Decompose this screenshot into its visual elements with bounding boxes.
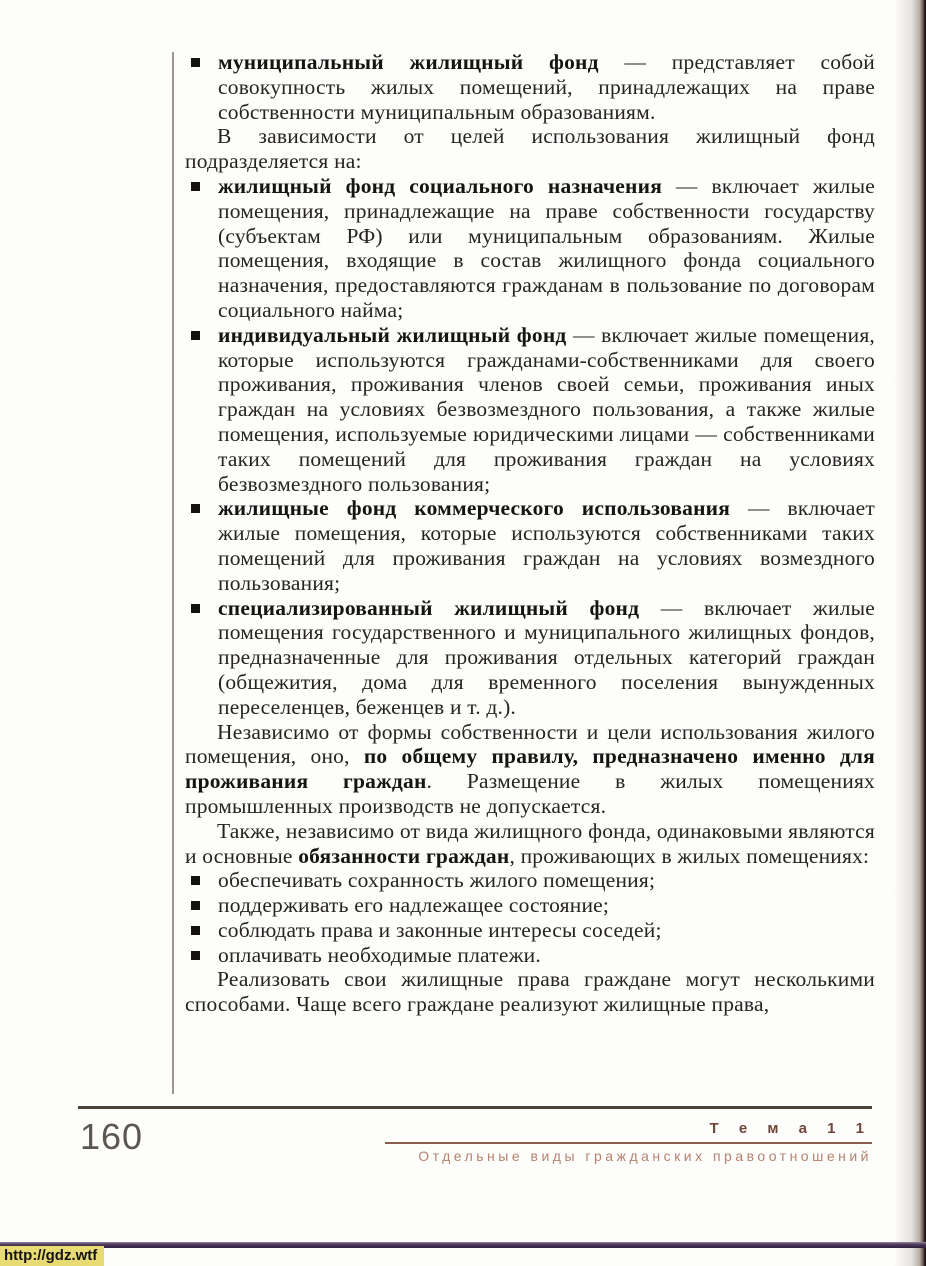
bullet-square-icon: [191, 182, 200, 191]
paragraph-text: . Размещение в жилых помещениях промышленных производств не допускается.: [185, 769, 876, 818]
list-item-specialized-fund: [185, 596, 875, 720]
paragraph-duties-intro: [185, 819, 875, 869]
bullet-square-icon: [191, 951, 200, 960]
term-definition: — включает жилые помещения, принадлежащие на праве собственности государству (субъектам РФ) или муниципальным образованиям. Жилые помещения, входящие в состав жилищного фонда социального назначения, предоставляются гражданам в пользование по договорам социального найма;: [218, 173, 875, 322]
footer-theme-block: [385, 1120, 872, 1164]
page-number: 160: [80, 1116, 144, 1157]
bullet-square-icon: [191, 876, 200, 885]
bullet-square-icon: [191, 504, 200, 513]
list-item-municipal-fund: [185, 50, 875, 124]
paragraph-text: Также, независимо от вида жилищного фонда, одинаковыми являются и основные: [185, 818, 875, 868]
bottom-bar: [0, 1242, 926, 1248]
duty-text: соблюдать права и законные интересы соседей;: [218, 917, 662, 942]
duty-text: оплачивать необходимые платежи.: [218, 942, 541, 967]
theme-divider: [385, 1142, 872, 1144]
list-item-individual-fund: [185, 323, 875, 497]
page-edge-shadow: [894, 0, 926, 1266]
bullet-square-icon: [191, 901, 200, 910]
term-definition: — представляет собой совокупность жилых помещений, принадлежащих на праве собственности муниципальным образованиям.: [218, 50, 876, 124]
term-definition: — включает жилые помещения государственного и муниципального жилищных фондов, предназначенные для проживания отдельных категорий граждан (общежития, дома для временного поселения вынужденных переселенцев, беженцев и т. д.).: [218, 595, 876, 719]
footer-divider: [78, 1106, 872, 1109]
left-text-rule: [172, 52, 174, 1094]
paragraph-classification: В зависимости от целей использования жилищный фонд подразделяется на:: [185, 124, 875, 174]
paragraph-text: , проживающих в жилых помещениях:: [509, 843, 870, 868]
list-item-duty: [185, 943, 875, 968]
term-lead: жилищные фонд коммерческого использования: [218, 496, 731, 521]
section-title: Отдельные виды гражданских правоотношений: [418, 1148, 872, 1164]
term-definition: — включает жилые помещения, которые используются собственниками таких помещений для проживания граждан на условиях возмездного пользования;: [218, 496, 875, 595]
term-definition: — включает жилые помещения, которые используются гражданами-собственниками для своего проживания, проживания членов своей семьи, проживания иных граждан на условиях безвозмездного пользования, а также жилые помещения, используемые юридическими лицами — собственниками таких помещений для проживания граждан на условиях безвозмездного пользования;: [218, 322, 875, 496]
theme-label: Т е м а 1 1: [709, 1120, 872, 1137]
paragraph-purpose: [185, 720, 875, 819]
emphasis-text: по общему правилу, предназначено именно для проживания граждан: [185, 744, 876, 794]
term-lead: жилищный фонд социального назначения: [218, 173, 663, 198]
list-item-duty: [185, 893, 875, 918]
list-item-commercial-fund: [185, 496, 875, 595]
paragraph-realize: Реализовать свои жилищные права граждане могут несколькими способами. Чаще всего граждане реализуют жилищные права,: [185, 967, 875, 1017]
emphasis-text: обязанности граждан: [298, 843, 510, 868]
term-lead: специализированный жилищный фонд: [218, 595, 640, 620]
paragraph-text: Независимо от формы собственности и цели использования жилого помещения, оно,: [185, 719, 875, 769]
watermark-url: http://gdz.wtf: [0, 1246, 104, 1266]
list-item-duty: [185, 918, 875, 943]
bullet-square-icon: [191, 331, 200, 340]
list-item-social-fund: [185, 174, 875, 323]
term-lead: индивидуальный жилищный фонд: [218, 322, 567, 347]
term-lead: муниципальный жилищный фонд: [218, 50, 599, 74]
list-item-duty: [185, 868, 875, 893]
body-text: [185, 50, 875, 1017]
bullet-square-icon: [191, 604, 200, 613]
duty-text: обеспечивать сохранность жилого помещения;: [218, 868, 656, 893]
bullet-square-icon: [191, 58, 200, 67]
bullet-square-icon: [191, 926, 200, 935]
duty-text: поддерживать его надлежащее состояние;: [218, 893, 610, 918]
